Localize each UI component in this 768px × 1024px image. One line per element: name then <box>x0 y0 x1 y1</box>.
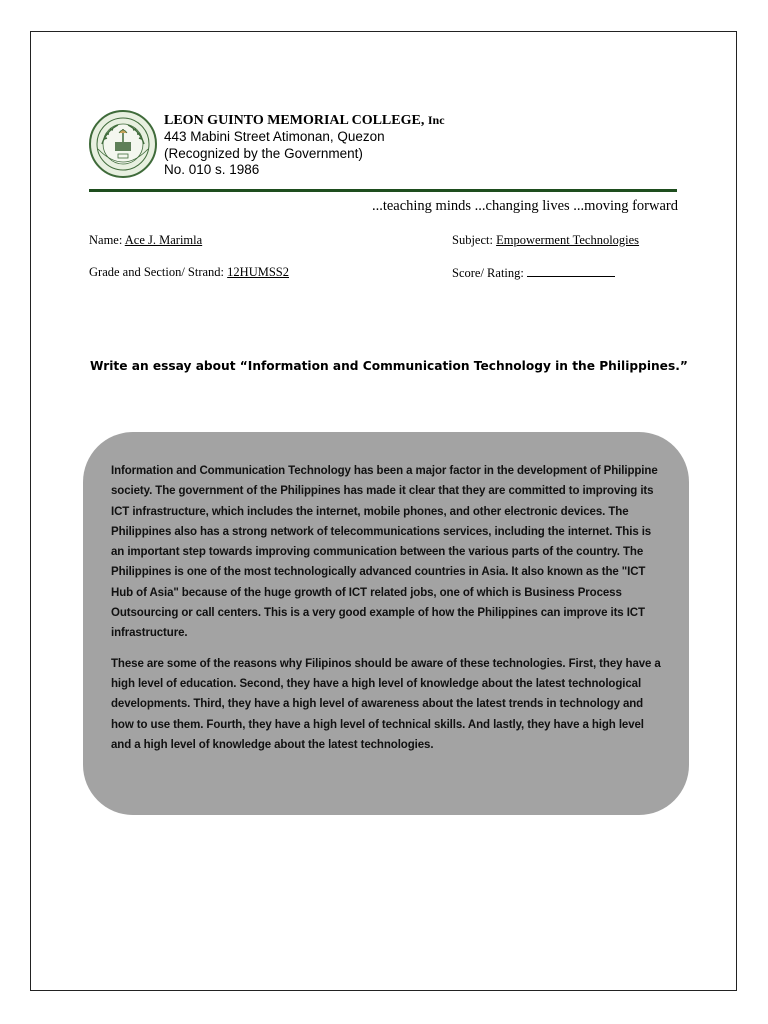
school-recognition: (Recognized by the Government) <box>164 146 363 161</box>
subject-label: Subject: <box>452 233 493 247</box>
school-name: LEON GUINTO MEMORIAL COLLEGE, Inc <box>164 113 445 128</box>
header-divider <box>89 189 677 192</box>
school-motto: ...teaching minds ...changing lives ...moving forward <box>371 198 678 214</box>
score-blank-line <box>527 265 615 277</box>
grade-value: 12HUMSS2 <box>227 265 289 279</box>
essay-paragraph-2: These are some of the reasons why Filipinos should be aware of these technologies. First, they have a high level of education. Second, they have a high level of knowledge about the latest technological developments. Third, they have a high level of awareness about the latest trends in technology and how to use them. Fourth, they have a high level of technical skills. And lastly, they have a high level and a high level of knowledge about the latest technologies. <box>111 657 661 751</box>
school-seal-icon <box>88 109 158 179</box>
grade-field <box>89 265 289 280</box>
grade-label: Grade and Section/ Strand: <box>89 265 225 279</box>
essay-prompt: Write an essay about “Information and Communication Technology in the Philippines.” <box>90 359 688 373</box>
name-label: Name: <box>89 233 123 247</box>
score-label: Score/ Rating: <box>452 266 524 280</box>
name-value: Ace J. Marimla <box>124 233 203 247</box>
school-number: No. 010 s. 1986 <box>164 162 260 177</box>
score-field <box>452 265 615 281</box>
school-address: 443 Mabini Street Atimonan, Quezon <box>164 129 385 144</box>
subject-field <box>452 233 639 248</box>
essay-paragraph-1: Information and Communication Technology has been a major factor in the development of Philippine society. The government of the Philippines has made it clear that they are committed to improving its ICT infrastructure, which includes the internet, mobile phones, and other electronic devices. The Philippines also has a strong network of telecommunications services, including the internet. This is an important step towards improving communication between the various parts of the country. The Philippines is one of the most technologically advanced countries in Asia. It also known as the "ICT Hub of Asia" because of the huge growth of ICT related jobs, one of which is Business Process Outsourcing or call centers. This is a very good example of how the Philippines can improve its ICT infrastructure. <box>111 465 658 640</box>
name-field <box>89 233 202 248</box>
subject-value: Empowerment Technologies <box>496 233 640 247</box>
essay-box <box>83 432 689 815</box>
